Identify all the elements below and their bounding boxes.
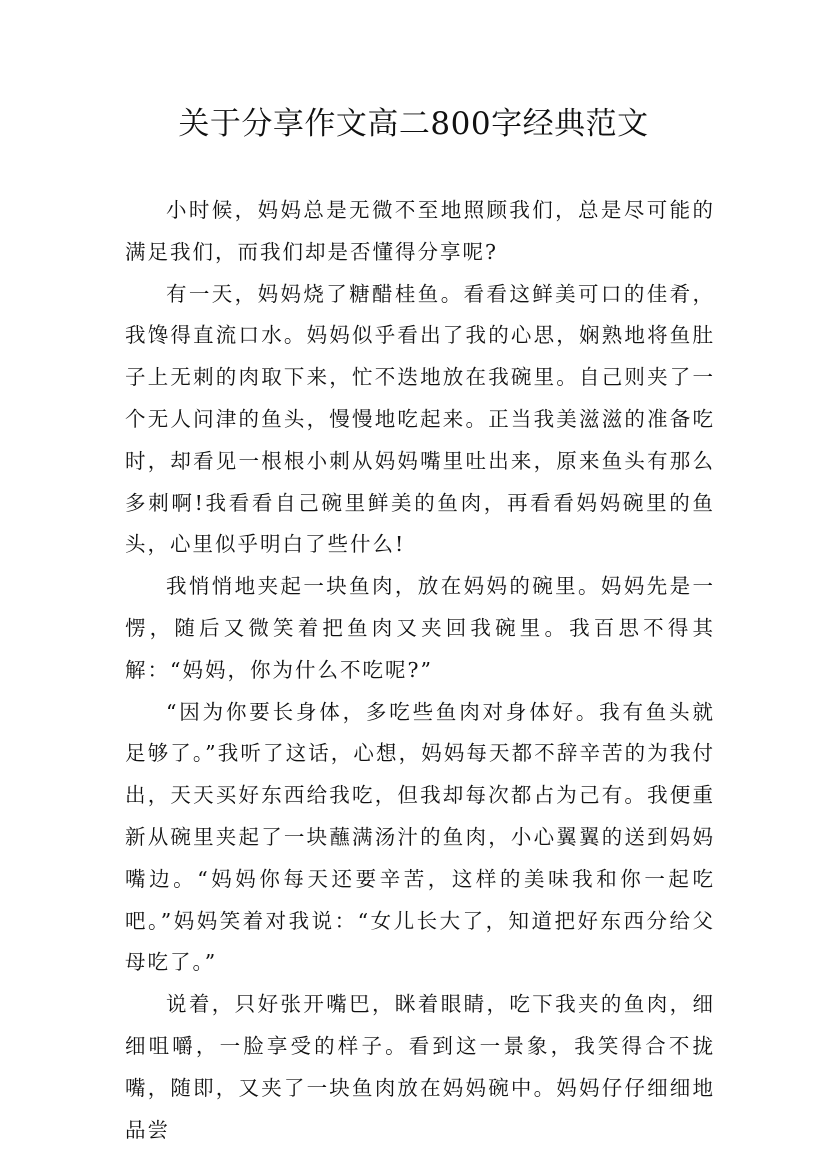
paragraph: 说着，只好张开嘴巴，眯着眼睛，吃下我夹的鱼肉，细细咀嚼，一脸享受的样子。看到这一景象，我笑得合不拢嘴，随即，又夹了一块鱼肉放在妈妈碗中。妈妈仔仔细细地品尝 — [125, 992, 715, 1142]
paragraph: 小时候，妈妈总是无微不至地照顾我们，总是尽可能的满足我们，而我们却是否懂得分享呢? — [125, 198, 715, 264]
paragraph: 我悄悄地夹起一块鱼肉，放在妈妈的碗里。妈妈先是一愣，随后又微笑着把鱼肉又夹回我碗里。我百思不得其解：“妈妈，你为什么不吃呢?” — [125, 574, 715, 682]
document-title: 关于分享作文高二800字经典范文 — [178, 106, 649, 142]
document-body — [125, 190, 715, 1151]
paragraph: 有一天，妈妈烧了糖醋桂鱼。看看这鲜美可口的佳肴，我馋得直流口水。妈妈似乎看出了我的心思，娴熟地将鱼肚子上无刺的肉取下来，忙不迭地放在我碗里。自己则夹了一个无人问津的鱼头，慢慢地吃起来。正当我美滋滋的准备吃时，却看见一根根小刺从妈妈嘴里吐出来，原来鱼头有那么多刺啊!我看看自己碗里鲜美的鱼肉，再看看妈妈碗里的鱼头，心里似乎明白了些什么! — [125, 281, 715, 557]
paragraph: “因为你要长身体，多吃些鱼肉对身体好。我有鱼头就足够了。”我听了这话，心想，妈妈每天都不辞辛苦的为我付出，天天买好东西给我吃，但我却每次都占为己有。我便重新从碗里夹起了一块蘸满汤汁的鱼肉，小心翼翼的送到妈妈嘴边。“妈妈你每天还要辛苦，这样的美味我和你一起吃吧。”妈妈笑着对我说：“女儿长大了，知道把好东西分给父母吃了。” — [125, 699, 715, 975]
